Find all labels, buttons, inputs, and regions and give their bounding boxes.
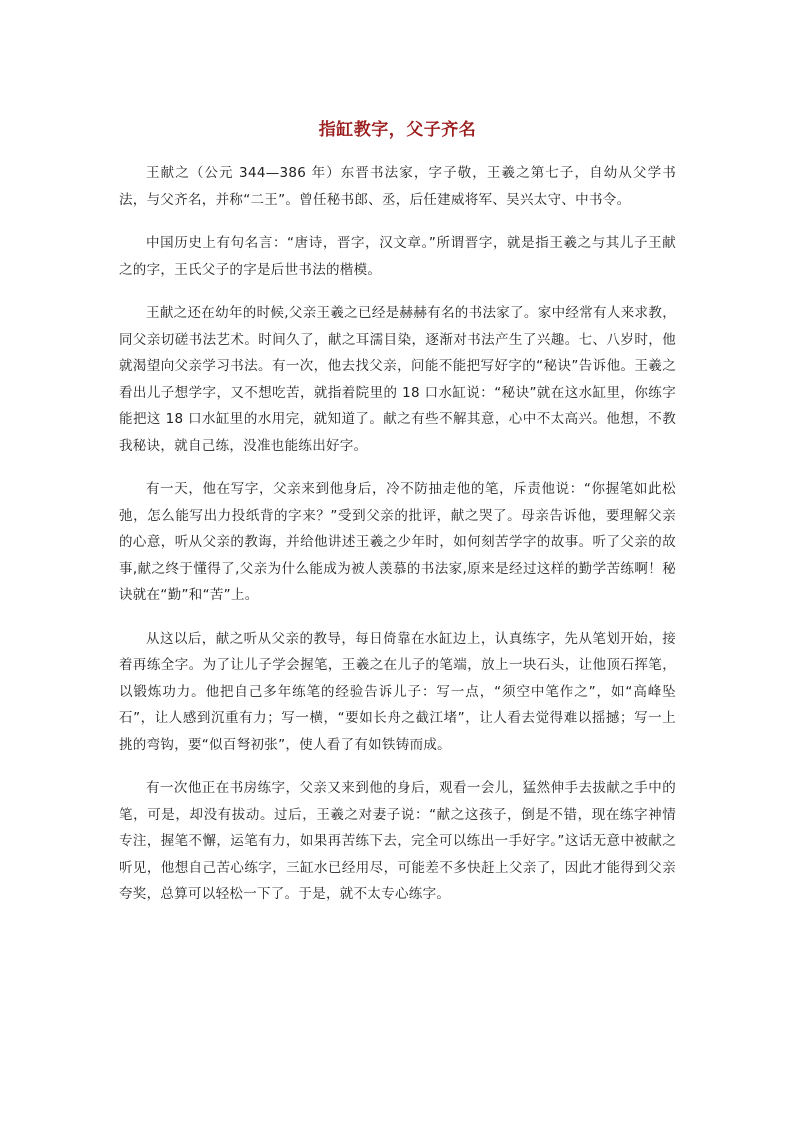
paragraph-6: 有一次他正在书房练字，父亲又来到他的身后，观看一会儿，猛然伸手去拔献之手中的笔，可是，却没有拔动。过后，王羲之对妻子说：“献之这孩子，倒是不错，现在练字神情专注，握笔不懈，运笔有力，如果再苦练下去，完全可以练出一手好字。”这话无意中被献之听见，他想自己苦心练字，三缸水已经用尽，可能差不多快赶上父亲了，因此才能得到父亲夸奖，总算可以轻松一下了。于是，就不太专心练字。: [119, 780, 676, 902]
paragraph-4: 有一天，他在写字，父亲来到他身后，冷不防抽走他的笔，斥责他说：“你握笔如此松弛，怎么能写出力投纸背的字来？”受到父亲的批评，献之哭了。母亲告诉他，要理解父亲的心意，听从父亲的教诲，并给他讲述王羲之少年时，如何刻苦学字的故事。听了父亲的故事,献之终于懂得了,父亲为什么能成为被人羡慕的书法家,原来是经过这样的勤学苦练啊！秘诀就在“勤”和“苦”上。: [119, 481, 676, 603]
document-body: [119, 118, 676, 925]
paragraph-5: 从这以后，献之听从父亲的教导，每日倚靠在水缸边上，认真练字，先从笔划开始，接着再练全字。为了让儿子学会握笔，王羲之在儿子的笔端，放上一块石头，让他顶石挥笔，以锻炼功力。他把自己多年练笔的经验告诉儿子：写一点，“须空中笔作之”，如“高峰坠石”，让人感到沉重有力；写一横，“要如长舟之截江堵”，让人看去觉得难以摇撼；写一上挑的弯钩，要“似百弩初张”，使人看了有如铁铸而成。: [119, 630, 676, 753]
paragraph-1: 王献之（公元 344—386 年）东晋书法家，字子敬，王羲之第七子，自幼从父学书法，与父齐名，并称“二王”。曾任秘书郎、丞，后任建威将军、吴兴太守、中书令。: [119, 165, 676, 208]
document-title: 指缸教字，父子齐名: [318, 120, 477, 140]
paragraph-3: 王献之还在幼年的时候,父亲王羲之已经是赫赫有名的书法家了。家中经常有人来求教，同父亲切磋书法艺术。时间久了，献之耳濡目染，逐渐对书法产生了兴趣。七、八岁时，他就渴望向父亲学习书法。有一次，他去找父亲，问能不能把写好字的“秘诀”告诉他。王羲之看出儿子想学字，又不想吃苦，就指着院里的 18 口水缸说：“秘诀”就在这水缸里，你练字能把这 18 口水缸里的水用完，就知道了。献之有些不解其意，心中不太高兴。他想，不教我秘诀，就自己练，没准也能练出好字。: [119, 305, 676, 454]
paragraph-2: 中国历史上有句名言：“唐诗，晋字，汉文章。”所谓晋字，就是指王羲之与其儿子王献之的字，王氏父子的字是后世书法的楷模。: [119, 235, 676, 278]
